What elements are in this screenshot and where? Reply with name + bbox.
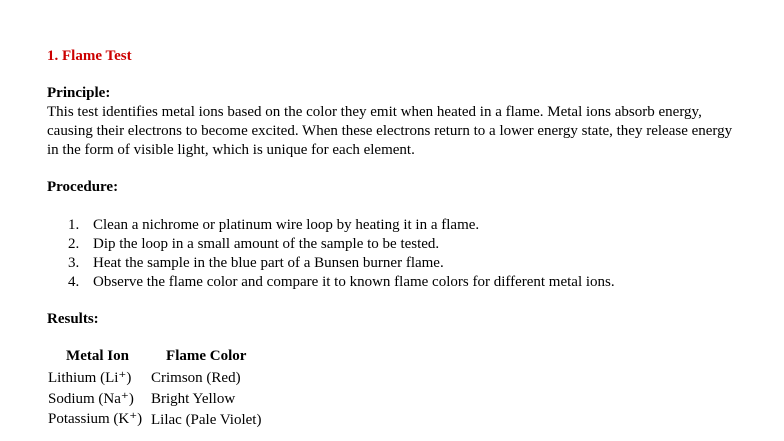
table-row	[46, 389, 263, 410]
section-title: 1. Flame Test	[47, 48, 132, 64]
table-cell-ion: Sodium (Na⁺)	[48, 391, 134, 407]
spacer	[47, 197, 747, 216]
list-item-number: 2.	[68, 236, 80, 252]
procedure-list	[47, 216, 747, 292]
table-cell-ion: Potassium (K⁺)	[48, 411, 143, 427]
list-item-text: Heat the sample in the blue part of a Bunsen burner flame.	[93, 255, 444, 271]
column-header-flame-color: Flame Color	[166, 348, 247, 364]
list-item-text: Clean a nichrome or platinum wire loop by heating it in a flame.	[93, 217, 480, 233]
table-cell-color: Lilac (Pale Violet)	[151, 412, 262, 428]
column-header-metal-ion: Metal Ion	[66, 348, 129, 364]
document-page	[47, 47, 747, 431]
table-cell-color: Bright Yellow	[151, 391, 236, 407]
spacer	[47, 329, 747, 347]
list-item	[47, 216, 747, 235]
list-item	[47, 254, 747, 273]
principle-label: Principle:	[47, 85, 111, 101]
table-cell-color: Crimson (Red)	[151, 370, 241, 386]
spacer	[47, 292, 747, 310]
procedure-label: Procedure:	[47, 179, 119, 195]
spacer	[47, 66, 747, 84]
list-item-number: 4.	[68, 274, 80, 290]
list-item-text: Dip the loop in a small amount of the sample to be tested.	[93, 236, 440, 252]
table-row	[46, 410, 263, 431]
table-header-row	[46, 347, 263, 368]
list-item-text: Observe the flame color and compare it to known flame colors for different metal ions.	[93, 274, 615, 290]
results-table	[46, 347, 263, 431]
principle-text: This test identifies metal ions based on the color they emit when heated in a flame. Metal ions absorb energy, causing their electrons to become excited. When these electrons return to a lower energy state, they release energy in the form of visible light, which is unique for each element.	[47, 104, 733, 158]
table-cell-ion: Lithium (Li⁺)	[48, 370, 132, 386]
spacer	[47, 160, 747, 178]
list-item	[47, 235, 747, 254]
list-item-number: 3.	[68, 255, 80, 271]
table-row	[46, 368, 263, 389]
results-label: Results:	[47, 311, 99, 327]
list-item	[47, 273, 747, 292]
list-item-number: 1.	[68, 217, 80, 233]
